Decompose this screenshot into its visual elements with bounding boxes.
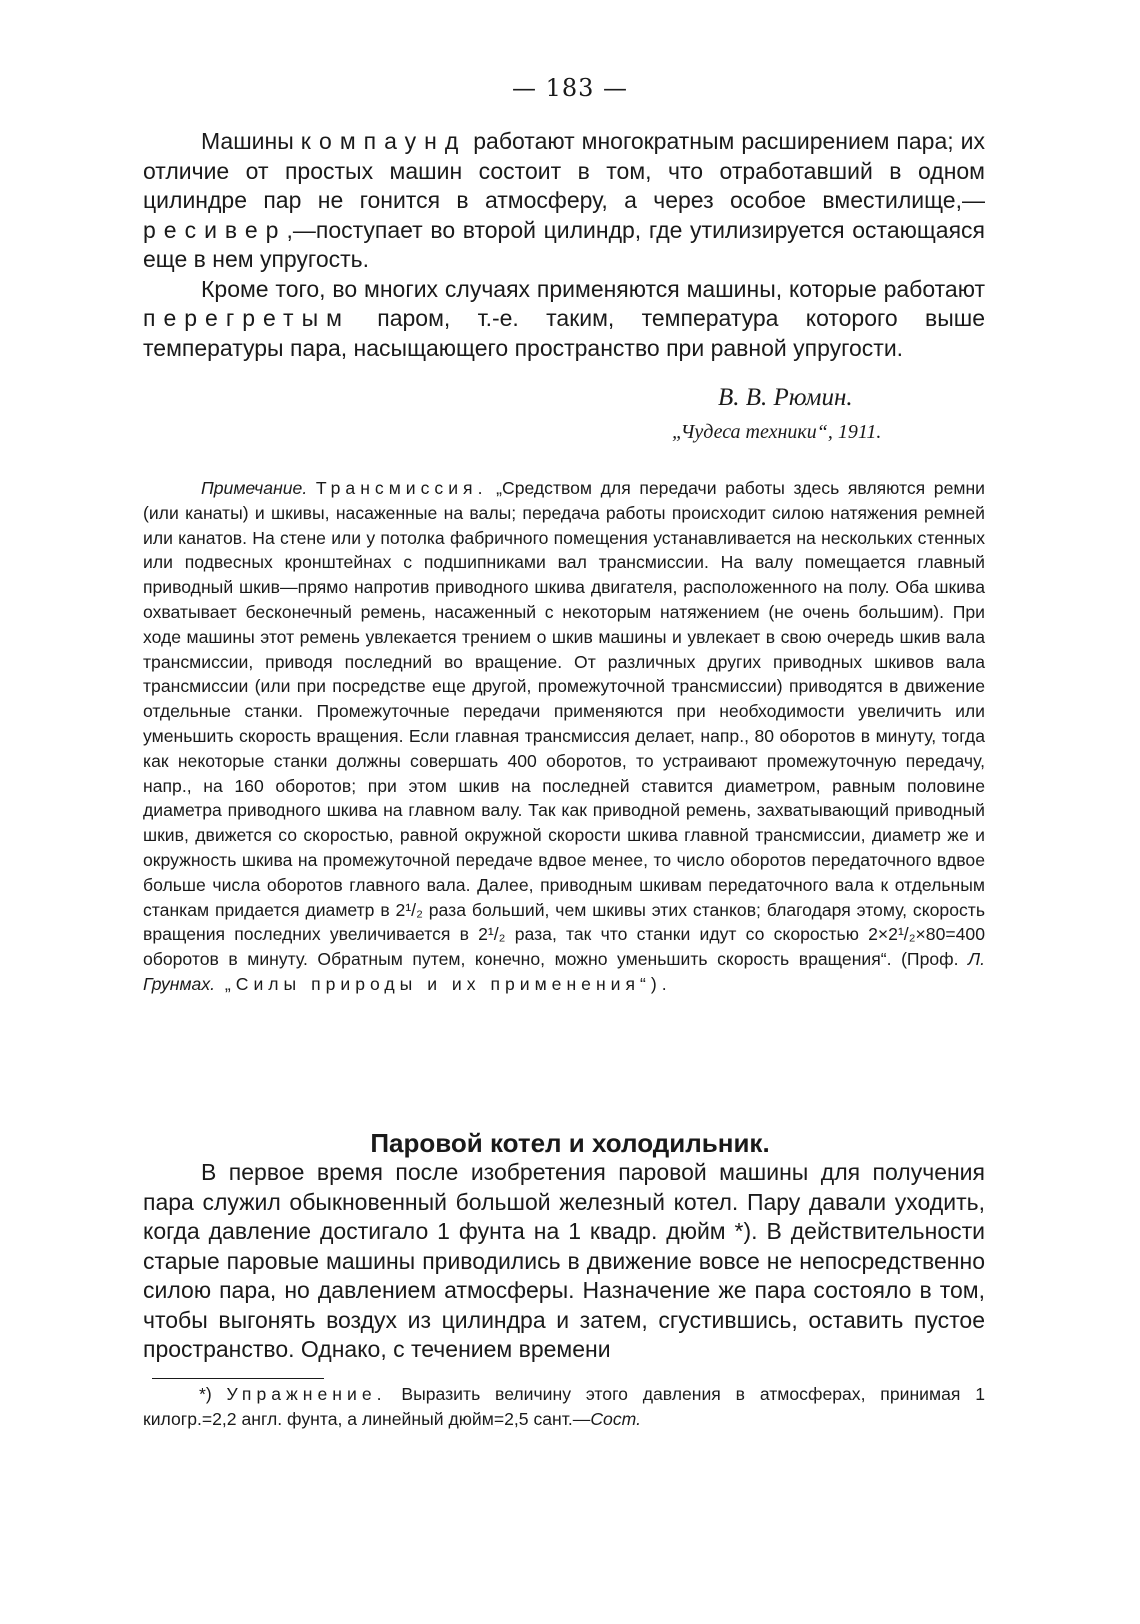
- note-author: Л. Грунмах.: [143, 949, 985, 994]
- note-book-title: „Силы природы и их применения“).: [215, 973, 672, 994]
- section2-body: [143, 1158, 985, 1365]
- spaced-term-compound: компаунд: [300, 128, 467, 154]
- footnote-term: Упражнение.: [226, 1384, 387, 1404]
- note-label: Примечание.: [201, 478, 308, 498]
- signature-author: В. В. Рюмин.: [718, 384, 853, 411]
- page-number: — 183 —: [511, 74, 629, 102]
- paragraph-compound-machines: Машины компаунд работают многократным расширением пара; их отличие от простых машин состоит в том, что отработавший в одном цилиндре пар не гонится в атмосферу, а через особое вместилище,—ресивер,—поступает во второй цилиндр, где утилизируется остающаяся еще в нем упругость.: [143, 128, 985, 272]
- signature-source: „Чудеса техники“, 1911.: [672, 421, 882, 443]
- note-term: Трансмиссия.: [315, 478, 488, 498]
- footnote-paragraph: *) Упражнение. Выразить величину этого давления в атмосферах, принимая 1 килогр.=2,2 англ. фунта, а линейный дюйм=2,5 сант.—Сост.: [143, 1384, 986, 1429]
- spaced-term-receiver: ресивер: [143, 216, 287, 243]
- paragraph-steam-boiler: В первое время после изобретения паровой машины для получения пара служил обыкновенный большой железный котел. Пару давали уходить, когда давление достигало 1 фунта на 1 квадр. дюйм *). В действительности старые паровые машины приводились в движение вовсе не непосредственно силою пара, но давлением атмосферы. Назначение же пара состояло в том, чтобы выгонять воздух из цилиндра и затем, сгустившись, оставить пустое пространство. Однако, с течением времени: [143, 1159, 985, 1362]
- footnote-attribution: Сост.: [590, 1409, 641, 1429]
- section-heading: Паровой котел и холодильник.: [370, 1128, 770, 1158]
- section1-body: [143, 127, 985, 363]
- note-paragraph: Примечание. Трансмиссия. „Средством для передачи работы здесь являются ремни (или канаты) и шкивы, насаженные на валы; передача работы происходит силою натяжения ремней или канатов. На стене или у потолка фабричного помещения устанавливается на нескольких стенных или подвесных кронштейнах с подшипниками вал трансмиссии. На валу помещается главный приводный шкив—прямо напротив приводного шкива двигателя, расположенного на полу. Оба шкива охватывает бесконечный ремень, насаженный с некоторым натяжением (не очень большим). При ходе машины этот ремень увлекается трением о шкив машины и увлекает в свою очередь шкив вала трансмиссии, приводя последний во вращение. От различных других приводных шкивов вала трансмиссии (или при посредстве еще другой, промежуточной трансмиссии) приводятся в движение отдельные станки. Промежуточные передачи применяются при необходимости увеличить или уменьшить скорость вращения. Если главная трансмиссия делает, напр., 80 оборотов в минуту, тогда как некоторые станки должны совершать 400 оборотов, то устраивают промежуточную передачу, напр., на 160 оборотов; при этом шкив на последней ставится диаметром, равным половине диаметра приводного шкива на главном валу. Так как приводной ремень, захватывающий приводный шкив, движется со скоростью, равной окружной скорости шкива главной трансмиссии, диаметр же и окружность шкива на промежуточной передаче вдвое менее, то число оборотов передаточного вдвое больше числа оборотов главного вала. Далее, приводным шкивам передаточного вала к отдельным станкам придается диаметр в 2¹/₂ раза больший, чем шкивы этих станков; благодаря этому, скорость вращения последних увеличивается в 2¹/₂ раза, так что станки идут со скоростью 2×2¹/₂×80=400 оборотов в минуту. Обратным путем, конечно, можно уменьшить скорость вращения“. (Проф. Л. Грунмах. „Силы природы и их применения“).: [143, 478, 986, 994]
- footnote-divider: [152, 1378, 324, 1379]
- spaced-term-superheated: перегретым: [143, 305, 350, 331]
- footnote: [143, 1382, 985, 1432]
- paragraph-superheated-steam: Кроме того, во многих случаях применяются машины, которые работают перегретым паром, т.-е. таким, температура которого выше температуры пара, насыщающего пространство при равной упругости.: [143, 275, 985, 361]
- note-block: [143, 476, 985, 997]
